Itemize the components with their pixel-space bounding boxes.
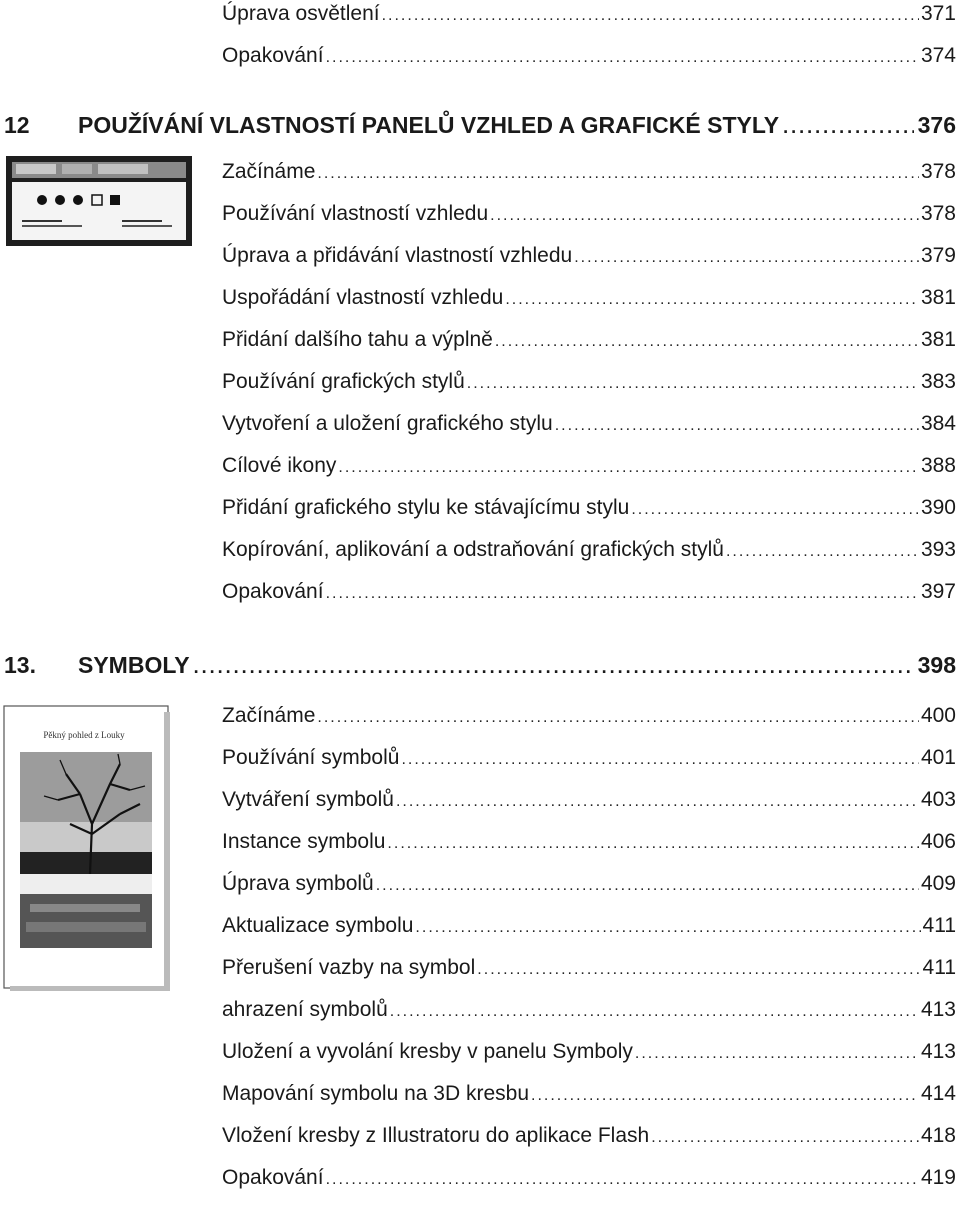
entry-title: Přidání grafického stylu ke stávajícímu stylu: [222, 496, 630, 519]
entry-page: 406: [920, 830, 956, 853]
entry-title: Opakování: [222, 1166, 324, 1189]
entry-title: Uložení a vyvolání kresby v panelu Symboly: [222, 1040, 633, 1063]
leader-dots: [401, 751, 919, 769]
toc-entry: [222, 538, 956, 570]
entry-title: Používání vlastností vzhledu: [222, 202, 489, 225]
entry-page: 411: [922, 914, 956, 937]
chapter-number: 13.: [4, 652, 36, 678]
chapter-title: SYMBOLY: [78, 652, 190, 678]
entry-page: 384: [920, 412, 956, 435]
entry-title: Mapování symbolu na 3D kresbu: [222, 1082, 529, 1105]
leader-dots: [326, 585, 919, 603]
leader-dots: [376, 877, 919, 895]
toc-entry: [222, 1124, 956, 1156]
entry-page: 419: [920, 1166, 956, 1189]
entry-title: Opakování: [222, 44, 324, 67]
toc-entry: [222, 704, 956, 736]
toc-entry: [222, 830, 956, 862]
leader-dots: [382, 7, 919, 25]
entry-page: 371: [920, 2, 956, 25]
toc-entry: [222, 788, 956, 820]
chapter-page: 376: [917, 112, 956, 138]
toc-entry: [222, 454, 956, 486]
entry-title: Začínáme: [222, 160, 316, 183]
entry-page: 390: [920, 496, 956, 519]
entry-title: Cílové ikony: [222, 454, 337, 477]
entry-title: Úprava osvětlení: [222, 2, 380, 25]
entry-page: 403: [920, 788, 956, 811]
entry-title: Začínáme: [222, 704, 316, 727]
chapter13-thumbnail: [0, 704, 172, 992]
entry-title: Kopírování, aplikování a odstraňování grafických stylů: [222, 538, 724, 561]
entry-title: ahrazení symbolů: [222, 998, 388, 1021]
chapter12-thumbnail: [2, 150, 196, 250]
entry-page: 411: [922, 956, 956, 979]
entry-page: 400: [920, 704, 956, 727]
entry-title: Vložení kresby z Illustratoru do aplikace Flash: [222, 1124, 650, 1147]
chapter-heading-13: [4, 652, 956, 688]
entry-title: Přerušení vazby na symbol: [222, 956, 476, 979]
thumbnail-caption: Pěkný pohled z Louky: [43, 730, 125, 740]
entry-page: 388: [920, 454, 956, 477]
entry-page: 413: [920, 998, 956, 1021]
entry-page: 381: [920, 286, 956, 309]
entry-title: Opakování: [222, 580, 324, 603]
leader-dots: [783, 117, 914, 138]
toc-entry: [222, 412, 956, 444]
entry-page: 383: [920, 370, 956, 393]
toc-entry: [222, 872, 956, 904]
entry-title: Úprava symbolů: [222, 872, 374, 895]
entry-title: Přidání dalšího tahu a výplně: [222, 328, 493, 351]
leader-dots: [467, 375, 919, 393]
leader-dots: [326, 49, 919, 67]
leader-dots: [651, 1129, 919, 1147]
entry-title: Používání symbolů: [222, 746, 400, 769]
toc-entry: [222, 160, 956, 192]
leader-dots: [477, 961, 920, 979]
entry-page: 397: [920, 580, 956, 603]
entry-page: 381: [920, 328, 956, 351]
toc-entry: [222, 286, 956, 318]
leader-dots: [726, 543, 919, 561]
leader-dots: [531, 1087, 919, 1105]
leader-dots: [415, 919, 920, 937]
chapter-page: 398: [917, 652, 956, 678]
entry-page: 401: [920, 746, 956, 769]
chapter-heading-12: [4, 112, 956, 148]
chapter-title: POUŽÍVÁNÍ VLASTNOSTÍ PANELŮ VZHLED A GRAFICKÉ STYLY: [78, 112, 780, 138]
toc-entry: [222, 370, 956, 402]
toc-entry: [222, 1040, 956, 1072]
entry-page: 414: [920, 1082, 956, 1105]
entry-page: 378: [920, 202, 956, 225]
entry-title: Vytváření symbolů: [222, 788, 394, 811]
toc-entry: [222, 914, 956, 946]
toc-entry: [222, 328, 956, 360]
entry-page: 378: [920, 160, 956, 183]
entry-title: Vytvoření a uložení grafického stylu: [222, 412, 553, 435]
leader-dots: [396, 793, 919, 811]
entry-title: Aktualizace symbolu: [222, 914, 414, 937]
chapter-number: 12: [4, 112, 30, 138]
toc-entry: [222, 244, 956, 276]
entry-page: 409: [920, 872, 956, 895]
toc-entry: [222, 202, 956, 234]
entry-page: 413: [920, 1040, 956, 1063]
leader-dots: [390, 1003, 919, 1021]
toc-entry: [222, 580, 956, 612]
entry-title: Úprava a přidávání vlastností vzhledu: [222, 244, 573, 267]
leader-dots: [555, 417, 919, 435]
leader-dots: [326, 1171, 919, 1189]
entry-page: 379: [920, 244, 956, 267]
leader-dots: [490, 207, 919, 225]
leader-dots: [317, 165, 919, 183]
toc-entry: [222, 956, 956, 988]
entry-title: Instance symbolu: [222, 830, 386, 853]
leader-dots: [505, 291, 919, 309]
toc-entry: [222, 44, 956, 76]
leader-dots: [495, 333, 919, 351]
toc-entry: [222, 2, 956, 34]
toc-entry: [222, 1082, 956, 1114]
entry-title: Používání grafických stylů: [222, 370, 465, 393]
leader-dots: [635, 1045, 919, 1063]
toc-entry: [222, 496, 956, 528]
toc-entry: [222, 1166, 956, 1198]
leader-dots: [338, 459, 919, 477]
leader-dots: [317, 709, 919, 727]
toc-entry: [222, 746, 956, 778]
entry-page: 393: [920, 538, 956, 561]
leader-dots: [387, 835, 919, 853]
toc-entry: [222, 998, 956, 1030]
leader-dots: [194, 657, 914, 678]
entry-page: 374: [920, 44, 956, 67]
leader-dots: [574, 249, 919, 267]
leader-dots: [631, 501, 919, 519]
entry-page: 418: [920, 1124, 956, 1147]
entry-title: Uspořádání vlastností vzhledu: [222, 286, 504, 309]
